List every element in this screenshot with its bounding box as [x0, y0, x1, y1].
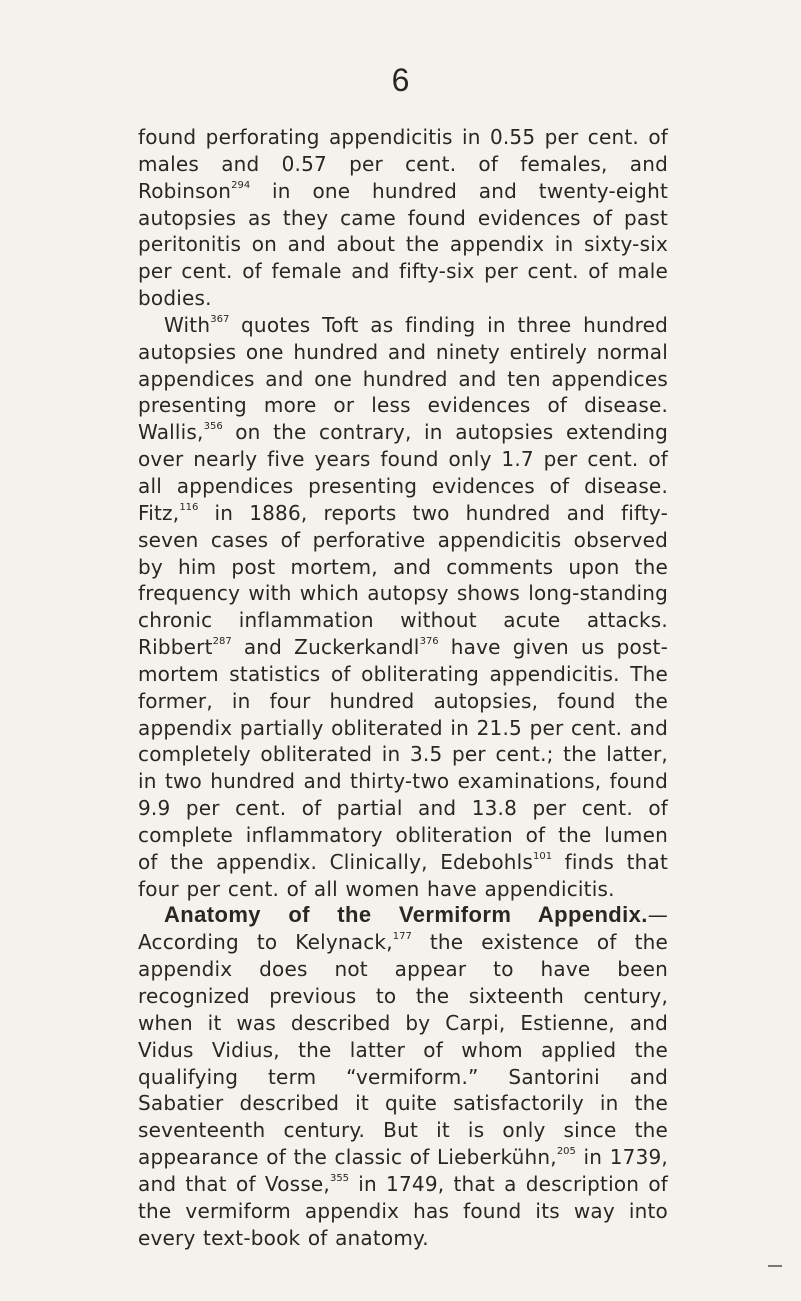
reference-number: 376 — [419, 636, 439, 648]
text-run: quotes Toft as finding in three hundred autopsies one hundred and ninety entirely normal appendices and one hundred and ten appendices presenting more or less evidences of disease. Wallis, — [138, 312, 668, 445]
text-run: in 1749, that a description of the vermiform appendix has found its way into every text-book of anatomy. — [138, 1171, 669, 1250]
text-run: found perforating appendicitis in 0.55 per cent. of males and 0.57 per cent. of females, and Robinson — [138, 125, 668, 203]
reference-number: 355 — [329, 1172, 350, 1184]
text-run: With — [164, 312, 211, 337]
reference-number: 356 — [203, 421, 223, 433]
paragraph-1 — [138, 124, 668, 312]
paragraph-3 — [138, 902, 668, 1251]
text-run: the existence of the appendix does not appear to have been recognized previous to the sixteenth century, when it was described by Carpi, Estienne, and Vidus Vidius, the latter of whom applied the qualifying term “vermiform.” Santorini and Sabatier described it quite satisfactorily in the seventeenth century. But it is only since the appearance of the classic of Lieberkühn, — [138, 930, 668, 1170]
reference-number: 101 — [533, 850, 553, 862]
reference-number: 367 — [210, 313, 230, 325]
margin-mark — [768, 1265, 782, 1267]
reference-number: 205 — [556, 1146, 576, 1158]
page-number: 6 — [391, 62, 410, 98]
paragraph-2 — [138, 312, 668, 903]
text-run: —According to Kelynack, — [138, 903, 668, 955]
body-text — [138, 124, 668, 1251]
reference-number: 116 — [179, 501, 199, 513]
text-run: on the contrary, in autopsies extending over nearly five years found only 1.7 per cent. of all appendices presenting evidences of disease. Fitz, — [138, 420, 668, 525]
text-run: have given us post-mortem statistics of obliterating appendicitis. The former, in four hundred autopsies, found the appendix partially obliterated in 21.5 per cent. and completely obliterated in 3.5 per cent.; the latter, in two hundred and thirty-two examinations, found 9.9 per cent. of partial and 13.8 per cent. of complete inflammatory obliteration of the lumen of the appendix. Clinically, Edebohls — [138, 635, 668, 874]
section-heading: Anatomy of the Vermiform Appendix. — [164, 902, 648, 928]
reference-number: 294 — [231, 179, 251, 191]
reference-number: 287 — [212, 636, 232, 648]
text-run: in 1886, reports two hundred and fifty-seven cases of perforative appendicitis observed by him post mortem, and comments upon the frequency with which autopsy shows long-standing chronic inflammation without acute attacks. Ribbert — [138, 500, 668, 660]
reference-number: 177 — [392, 931, 412, 943]
text-run: in one hundred and twenty-eight autopsies as they came found evidences of past peritonitis on and about the appendix in sixty-six per cent. of female and fifty-six per cent. of male bodies. — [138, 178, 668, 311]
text-run: in 1739, and that of Vosse, — [138, 1145, 668, 1196]
text-run: and Zuckerkandl — [231, 635, 420, 660]
text-run: finds that four per cent. of all women have appendicitis. — [138, 849, 669, 901]
